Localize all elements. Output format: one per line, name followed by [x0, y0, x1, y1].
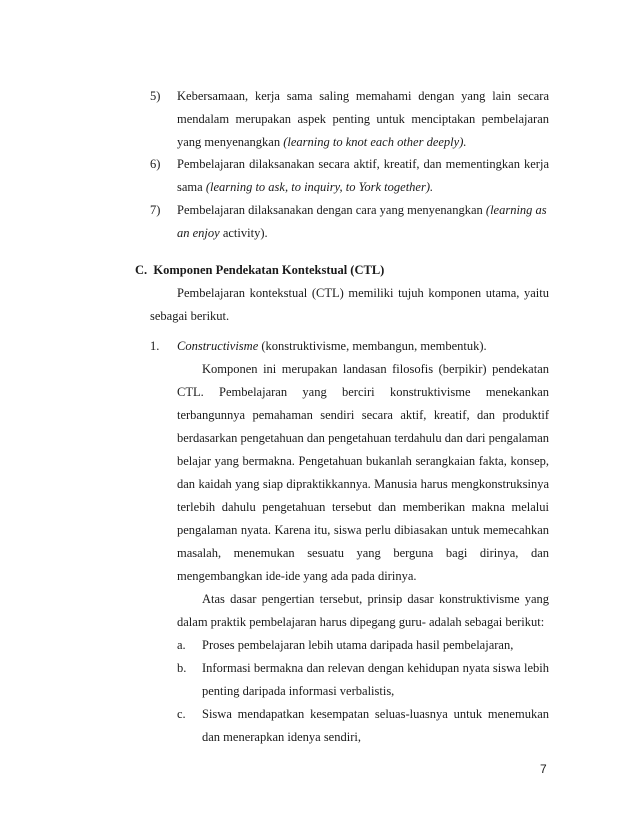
italic-span: (learning to ask, to inquiry, to York together). — [205, 180, 434, 194]
text-line: masalah, menemukan sesuatu yang berguna bagi dirinya, dan — [177, 546, 549, 560]
text-line: belajar yang bermakna. Pengetahuan bukanlah serangkaian fakta, konsep, — [177, 454, 549, 468]
list-number: 6) — [150, 157, 161, 171]
text-line: terlebih dahulu pengetahuan tersebut dan memberikan makna melalui — [177, 500, 549, 514]
italic-span: (learning to knot each other deeply). — [283, 135, 467, 149]
text-line: Proses pembelajaran lebih utama daripada hasil pembelajaran, — [202, 638, 514, 652]
italic-span: (learning as — [485, 203, 547, 217]
text-line: CTL. Pembelajaran yang berciri konstruktivisme menekankan — [177, 385, 549, 399]
text-line — [177, 134, 467, 150]
page-number: 7 — [540, 762, 547, 776]
text-span: (konstruktivisme, membangun, membentuk). — [261, 339, 487, 353]
text-line: dalam praktik pembelajaran harus dipegang guru- adalah sebagai berikut: — [177, 615, 545, 629]
text-line — [177, 179, 433, 195]
list-number: 1. — [150, 339, 160, 353]
sub-list-label: c. — [177, 707, 186, 721]
section-title: Komponen Pendekatan Kontekstual (CTL) — [153, 263, 385, 277]
text-span: Pembelajaran dilaksanakan dengan cara yang menyenangkan — [177, 203, 483, 217]
text-span: yang menyenangkan — [177, 135, 281, 149]
text-line: Kebersamaan, kerja sama saling memahami dengan yang lain secara — [177, 89, 549, 103]
sub-list-label: a. — [177, 638, 186, 652]
text-line: dan menerapkan idenya sendiri, — [202, 730, 361, 744]
section-label: C. — [135, 263, 148, 277]
text-line: Komponen ini merupakan landasan filosofis (berpikir) pendekatan — [202, 362, 549, 376]
text-line: mendalam merupakan aspek penting untuk menciptakan pembelajaran — [177, 112, 549, 126]
text-line: berdasarkan pengetahuan dan pengetahuan terdahulu dan dari pengalaman — [177, 431, 549, 445]
section-heading — [135, 262, 384, 278]
text-line: Atas dasar pengertian tersebut, prinsip dasar konstruktivisme yang — [202, 592, 549, 606]
text-span: activity). — [222, 226, 268, 240]
text-line: Siswa mendapatkan kesempatan seluas-luasnya untuk menemukan — [202, 707, 549, 721]
text-line: terbangunnya pemahaman sendiri secara aktif, kreatif, dan produktif — [177, 408, 549, 422]
text-line: Pembelajaran dilaksanakan secara aktif, kreatif, dan mementingkan kerja — [177, 157, 549, 171]
list-number: 7) — [150, 203, 161, 217]
text-line: penting daripada informasi verbalistis, — [202, 684, 395, 698]
list-number: 5) — [150, 89, 161, 103]
text-line — [177, 338, 487, 354]
text-span: sama — [177, 180, 203, 194]
text-line: Informasi bermakna dan relevan dengan kehidupan nyata siswa lebih — [202, 661, 549, 675]
text-line: pengalaman nyata. Karena itu, siswa perlu dibiasakan untuk memecahkan — [177, 523, 549, 537]
italic-span: Constructivisme — [177, 339, 259, 353]
text-line: mengembangkan ide-ide yang ada pada dirinya. — [177, 569, 417, 583]
text-line — [177, 225, 268, 241]
text-line: sebagai berikut. — [150, 309, 230, 323]
italic-span: an enjoy — [177, 226, 220, 240]
text-line: dan kaidah yang siap dipraktikkannya. Manusia harus mengkonstruksinya — [177, 477, 549, 491]
text-line: Pembelajaran kontekstual (CTL) memiliki tujuh komponen utama, yaitu — [177, 286, 549, 300]
sub-list-label: b. — [177, 661, 187, 675]
text-line — [177, 202, 547, 218]
